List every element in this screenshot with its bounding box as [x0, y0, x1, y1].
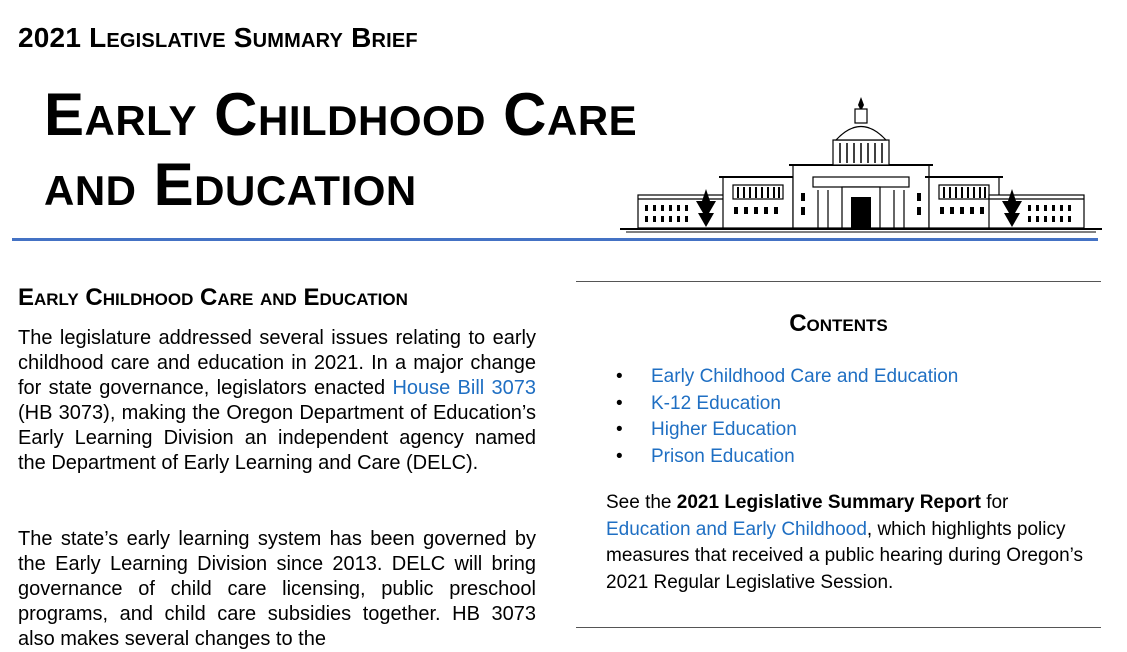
contents-item-k12 — [616, 391, 958, 418]
contents-link-k12[interactable]: K-12 Education — [651, 392, 781, 414]
section-heading: Early Childhood Care and Education — [18, 284, 408, 311]
governance-paragraph: The state’s early learning system has been governed by the Early Learning Division since 2013. DELC will bring governance of child care licensing, public preschool programs, and child care subsidies together. HB 3073 also makes several changes to the — [18, 528, 536, 650]
contents-link-early-childhood[interactable]: Early Childhood Care and Education — [651, 366, 959, 387]
note-mid: for — [980, 492, 1009, 513]
contents-item-early-childhood — [616, 364, 958, 391]
para1-text-after: (HB 3073), making the Oregon Department of Education’s Early Learning Division an independent agency named the Department of Early Learning and Care (DELC). — [18, 402, 536, 474]
bullet-icon: • — [616, 446, 623, 468]
para1-text-before: The legislature addressed several issues relating to early childhood care and education in 2021. In a major change for state governance, legislators enacted — [18, 327, 536, 399]
capitol-building-icon — [618, 95, 1104, 235]
note-report-title: 2021 Legislative Summary Report — [676, 492, 981, 513]
contents-item-higher-ed — [616, 417, 958, 444]
title-line-2: and Education — [44, 151, 417, 218]
note-prefix: See the — [606, 492, 677, 513]
contents-link-prison-ed[interactable]: Prison Education — [651, 446, 795, 468]
contents-item-prison-ed — [616, 444, 958, 471]
intro-paragraph — [18, 326, 536, 476]
brief-kicker: 2021 Legislative Summary Brief — [18, 22, 418, 53]
contents-box — [576, 281, 1101, 628]
header-divider — [12, 238, 1098, 241]
contents-heading: Contents — [789, 310, 888, 337]
summary-report-note — [606, 490, 1096, 596]
education-early-childhood-link[interactable]: Education and Early Childhood — [606, 518, 867, 540]
contents-list — [616, 364, 958, 471]
bullet-icon: • — [616, 366, 623, 387]
note-suffix: , which highlights policy measures that received a public hearing during Oregon’s 2021 Regular Legislative Session. — [606, 518, 1084, 593]
bullet-icon: • — [616, 419, 623, 441]
house-bill-3073-link[interactable]: House Bill 3073 — [392, 377, 536, 399]
bullet-icon: • — [616, 392, 623, 414]
title-line-1: Early Childhood Care — [44, 81, 638, 148]
contents-link-higher-ed[interactable]: Higher Education — [651, 419, 797, 441]
page-title — [44, 80, 637, 220]
